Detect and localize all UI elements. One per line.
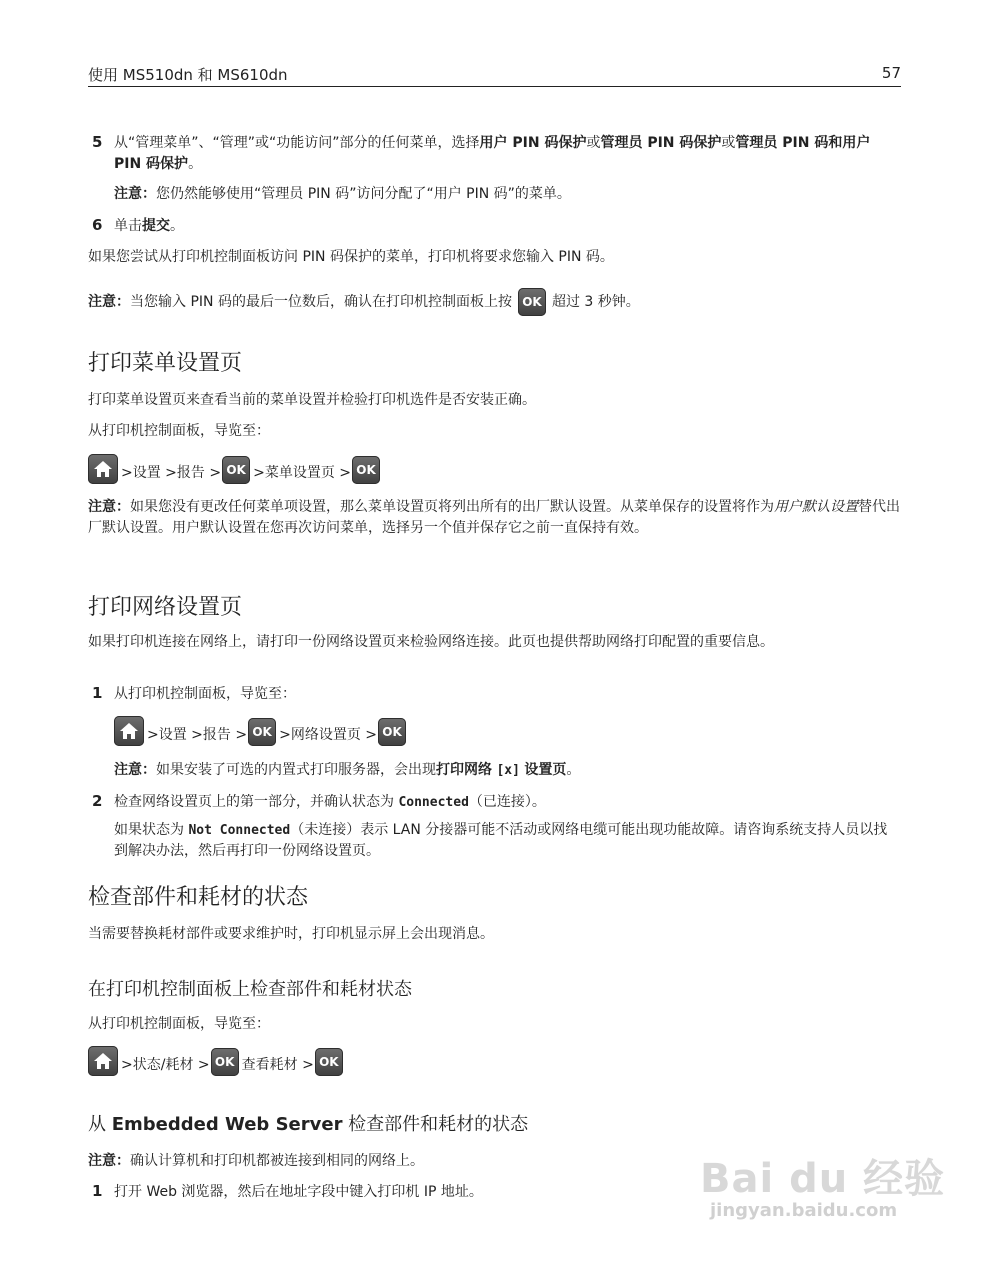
section-heading: 检查部件和耗材的状态	[88, 885, 309, 910]
running-header-title: 使用 MS510dn 和 MS610dn	[88, 66, 288, 84]
ok-button-icon: OK	[518, 288, 546, 316]
paragraph: 从打印机控制面板，导览至：	[88, 1016, 270, 1032]
navigation-path: >状态/耗材 > OK 查看耗材 > OK	[88, 1046, 343, 1076]
paragraph: 打印菜单设置页来查看当前的菜单设置并检验打印机选件是否安装正确。	[88, 392, 536, 408]
subsection-heading: 从 Embedded Web Server 检查部件和耗材的状态	[88, 1114, 529, 1135]
step-text: 打开 Web 浏览器，然后在地址字段中键入打印机 IP 地址。	[114, 1184, 483, 1200]
page-number: 57	[881, 64, 901, 82]
step-5-text: 从“管理菜单”、“管理”或“功能访问”部分的任何菜单，选择用户 PIN 码保护或管理员 PIN 码保护或管理员 PIN 码和用户 PIN 码保护。	[114, 135, 871, 172]
ok-button-icon: OK	[211, 1048, 239, 1076]
paragraph: 如果您尝试从打印机控制面板访问 PIN 码保护的菜单，打印机将要求您输入 PIN 码。	[88, 249, 614, 265]
home-icon	[88, 1046, 118, 1076]
step-text: 检查网络设置页上的第一部分，并确认状态为 Connected（已连接）。	[114, 794, 546, 810]
note: 注意： 当您输入 PIN 码的最后一位数后，确认在打印机控制面板上按 OK 超过 3 秒钟。	[88, 288, 900, 316]
step-6-text: 单击提交。	[114, 218, 184, 234]
note: 注意：您仍然能够使用“管理员 PIN 码”访问分配了“用户 PIN 码”的菜单。	[114, 186, 571, 202]
step-number: 5	[92, 133, 103, 151]
paragraph: 如果打印机连接在网络上，请打印一份网络设置页来检验网络连接。此页也提供帮助网络打印配置的重要信息。	[88, 634, 774, 650]
header-rule	[88, 86, 901, 87]
note: 注意：确认计算机和打印机都被连接到相同的网络上。	[88, 1153, 424, 1169]
watermark-logo: Bai du 经验	[700, 1156, 946, 1202]
ok-button-icon: OK	[315, 1048, 343, 1076]
ok-button-icon: OK	[352, 456, 380, 484]
note: 注意：如果您没有更改任何菜单项设置，那么菜单设置页将列出所有的出厂默认设置。从菜单保存的设置将作为用户默认设置替代出厂默认设置。用户默认设置在您再次访问菜单，选择另一个值并保存它之前一直保持有效。	[88, 499, 900, 536]
navigation-path: >设置 >报告 > OK >网络设置页 > OK	[114, 716, 406, 746]
paragraph: 当需要替换耗材部件或要求维护时，打印机显示屏上会出现消息。	[88, 926, 494, 942]
step-text: 从打印机控制面板，导览至：	[114, 686, 296, 702]
paragraph: 如果状态为 Not Connected（未连接）表示 LAN 分接器可能不活动或网络电缆可能出现功能故障。请咨询系统支持人员以找到解决办法，然后再打印一份网络设置页。	[114, 822, 888, 859]
home-icon	[88, 454, 118, 484]
section-heading: 打印菜单设置页	[88, 351, 243, 376]
note: 注意：如果安装了可选的内置式打印服务器，会出现打印网络 [x] 设置页。	[114, 762, 581, 778]
step-number: 6	[92, 216, 103, 234]
subsection-heading: 在打印机控制面板上检查部件和耗材状态	[88, 979, 412, 1000]
step-number: 2	[92, 792, 103, 810]
ok-button-icon: OK	[378, 718, 406, 746]
paragraph: 从打印机控制面板，导览至：	[88, 423, 270, 439]
home-icon	[114, 716, 144, 746]
watermark-url: jingyan.baidu.com	[710, 1200, 898, 1221]
section-heading: 打印网络设置页	[88, 595, 243, 620]
step-number: 1	[92, 1182, 103, 1200]
ok-button-icon: OK	[222, 456, 250, 484]
ok-button-icon: OK	[248, 718, 276, 746]
step-number: 1	[92, 684, 103, 702]
navigation-path: >设置 >报告 > OK >菜单设置页 > OK	[88, 454, 380, 484]
